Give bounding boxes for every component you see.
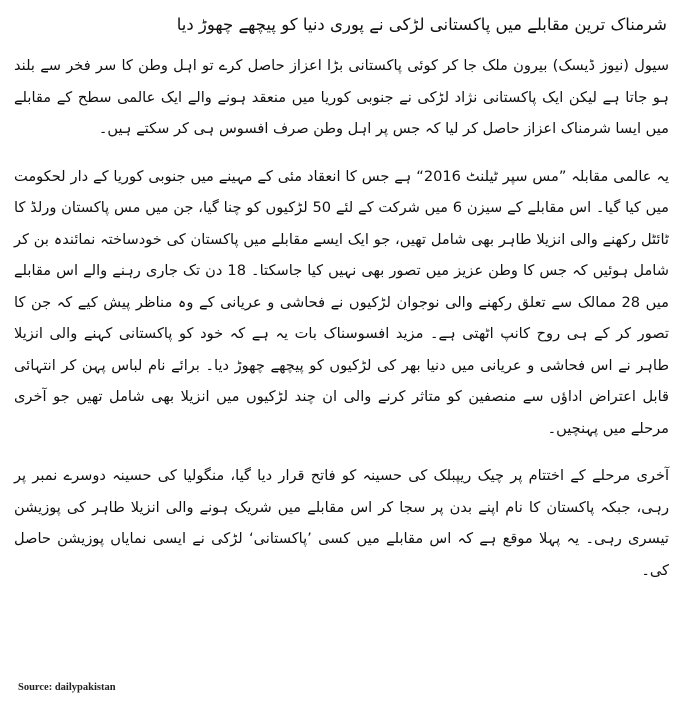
article-paragraph-result: آخری مرحلے کے اختتام پر چیک ریپبلک کی حسینہ کو فاتح قرار دیا گیا، منگولیا کی حسینہ دوسرے نمبر پر رہی، جبکہ پاکستان کا نام اپنے بدن پر سجا کر اس مقابلے میں شریک ہونے والی انزیلا طاہر کی پوزیشن تیسری رہی۔ یہ پہلا موقع ہے کہ اس مقابلے میں کسی ’پاکستانی‘ لڑکی نے ایسی نمایاں پوزیشن حاصل کی۔ bbox=[14, 467, 669, 579]
news-article bbox=[14, 10, 669, 602]
article-paragraph-contest: یہ عالمی مقابلہ ”مس سپر ٹیلنٹ 2016“ ہے جس کا انعقاد مئی کے مہینے میں جنوبی کوریا کے دار لحکومت میں کیا گیا۔ اس مقابلے کے سیزن 6 میں شرکت کے لئے 50 لڑکیوں کو چنا گیا، جن میں مس پاکستان ورلڈ کا ٹائٹل رکھنے والی انزیلا طاہر بھی شامل تھیں، جو ایک ایسے مقابلے میں پاکستان کی خودساختہ نمائندہ بن کر شامل ہوئیں کہ جس کا وطن عزیز میں تصور بھی نہیں کیا جاسکتا۔ 18 دن تک جاری رہنے والے اس مقابلے میں 28 ممالک سے تعلق رکھنے والی نوجوان لڑکیوں نے فحاشی و عریانی کے وہ مناظر پیش کیے کہ جن کا تصور کر کے ہی روح کانپ اٹھتی ہے۔ مزید افسوسناک بات یہ ہے کہ خود کو پاکستانی کہنے والی انزیلا طاہر نے اس فحاشی و عریانی میں دنیا بھر کی لڑکیوں کو پیچھے چھوڑ دیا۔ برائے نام لباس پہن کر انتہائی قابل اعتراض اداؤں سے منصفین کو متاثر کرنے والی ان چند لڑکیوں میں انزیلا بھی شامل تھیں جو آخری مرحلے میں پہنچیں۔ bbox=[14, 167, 670, 437]
source-credit: Source: dailypakistan bbox=[18, 682, 116, 693]
article-paragraph-intro: سیول (نیوز ڈیسک) بیرون ملک جا کر کوئی پاکستانی بڑا اعزاز حاصل کرے تو اہل وطن کا سر فخر سے بلند ہو جاتا ہے لیکن ایک پاکستانی نژاد لڑکی نے جنوبی کوریا میں منعقد ہونے والے ایک عالمی سطح کے مقابلے میں ایسا شرمناک اعزاز حاصل کر لیا کہ جس پر اہل وطن صرف افسوس ہی کر سکتے ہیں۔ bbox=[14, 57, 669, 137]
article-headline: شرمناک ترین مقابلے میں پاکستانی لڑکی نے پوری دنیا کو پیچھے چھوڑ دیا bbox=[176, 15, 667, 34]
